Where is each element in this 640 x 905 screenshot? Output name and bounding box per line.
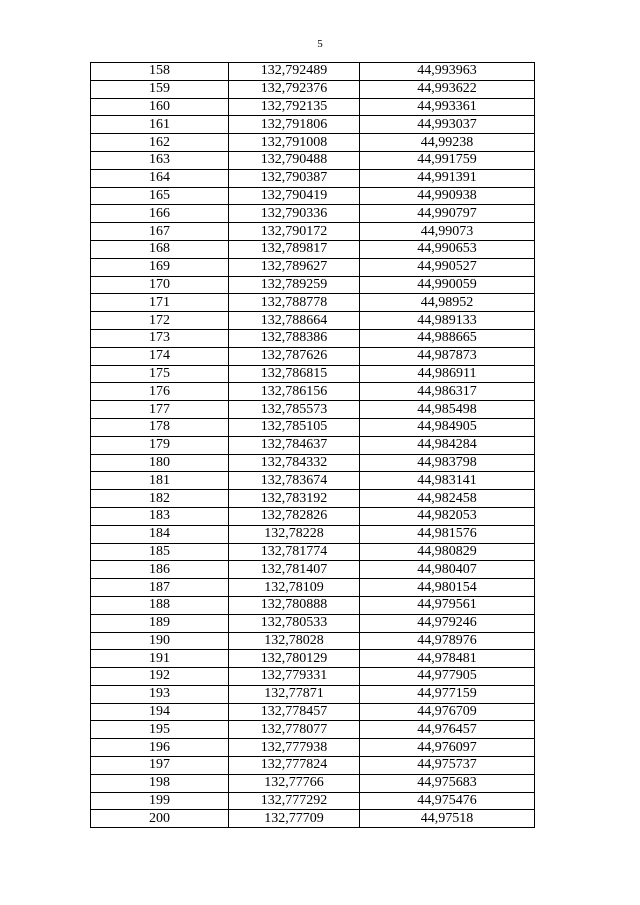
x-coordinate-cell: 132,78109 xyxy=(229,579,360,597)
x-coordinate-cell: 132,790387 xyxy=(229,169,360,187)
x-coordinate-cell: 132,785573 xyxy=(229,401,360,419)
table-row xyxy=(91,810,535,828)
x-coordinate-cell: 132,780533 xyxy=(229,614,360,632)
x-coordinate-cell: 132,792135 xyxy=(229,98,360,116)
point-number-cell: 181 xyxy=(91,472,229,490)
table-row xyxy=(91,596,535,614)
table-row xyxy=(91,294,535,312)
x-coordinate-cell: 132,778077 xyxy=(229,721,360,739)
x-coordinate-cell: 132,786156 xyxy=(229,383,360,401)
table-row xyxy=(91,507,535,525)
y-coordinate-cell: 44,99073 xyxy=(360,223,535,241)
table-row xyxy=(91,205,535,223)
x-coordinate-cell: 132,792376 xyxy=(229,80,360,98)
y-coordinate-cell: 44,976709 xyxy=(360,703,535,721)
point-number-cell: 158 xyxy=(91,63,229,81)
y-coordinate-cell: 44,977159 xyxy=(360,685,535,703)
table-row xyxy=(91,223,535,241)
y-coordinate-cell: 44,986911 xyxy=(360,365,535,383)
point-number-cell: 162 xyxy=(91,134,229,152)
x-coordinate-cell: 132,784637 xyxy=(229,436,360,454)
table-row xyxy=(91,401,535,419)
point-number-cell: 192 xyxy=(91,668,229,686)
table-row xyxy=(91,276,535,294)
table-row xyxy=(91,792,535,810)
x-coordinate-cell: 132,789259 xyxy=(229,276,360,294)
coordinates-table xyxy=(90,62,535,828)
x-coordinate-cell: 132,789627 xyxy=(229,258,360,276)
x-coordinate-cell: 132,788386 xyxy=(229,329,360,347)
x-coordinate-cell: 132,781774 xyxy=(229,543,360,561)
point-number-cell: 175 xyxy=(91,365,229,383)
table-row xyxy=(91,98,535,116)
x-coordinate-cell: 132,791008 xyxy=(229,134,360,152)
y-coordinate-cell: 44,98952 xyxy=(360,294,535,312)
point-number-cell: 198 xyxy=(91,774,229,792)
point-number-cell: 187 xyxy=(91,579,229,597)
y-coordinate-cell: 44,988665 xyxy=(360,329,535,347)
x-coordinate-cell: 132,786815 xyxy=(229,365,360,383)
y-coordinate-cell: 44,978976 xyxy=(360,632,535,650)
y-coordinate-cell: 44,990653 xyxy=(360,240,535,258)
table-row xyxy=(91,650,535,668)
point-number-cell: 190 xyxy=(91,632,229,650)
x-coordinate-cell: 132,787626 xyxy=(229,347,360,365)
y-coordinate-cell: 44,985498 xyxy=(360,401,535,419)
table-row xyxy=(91,579,535,597)
y-coordinate-cell: 44,976457 xyxy=(360,721,535,739)
point-number-cell: 177 xyxy=(91,401,229,419)
y-coordinate-cell: 44,978481 xyxy=(360,650,535,668)
y-coordinate-cell: 44,989133 xyxy=(360,312,535,330)
table-row xyxy=(91,151,535,169)
table-row xyxy=(91,543,535,561)
table-row xyxy=(91,383,535,401)
x-coordinate-cell: 132,790172 xyxy=(229,223,360,241)
y-coordinate-cell: 44,975476 xyxy=(360,792,535,810)
point-number-cell: 168 xyxy=(91,240,229,258)
point-number-cell: 178 xyxy=(91,418,229,436)
x-coordinate-cell: 132,782826 xyxy=(229,507,360,525)
y-coordinate-cell: 44,990527 xyxy=(360,258,535,276)
y-coordinate-cell: 44,993361 xyxy=(360,98,535,116)
y-coordinate-cell: 44,986317 xyxy=(360,383,535,401)
point-number-cell: 169 xyxy=(91,258,229,276)
y-coordinate-cell: 44,982053 xyxy=(360,507,535,525)
x-coordinate-cell: 132,780129 xyxy=(229,650,360,668)
y-coordinate-cell: 44,980829 xyxy=(360,543,535,561)
y-coordinate-cell: 44,975737 xyxy=(360,757,535,775)
table-row xyxy=(91,329,535,347)
point-number-cell: 191 xyxy=(91,650,229,668)
point-number-cell: 194 xyxy=(91,703,229,721)
y-coordinate-cell: 44,990938 xyxy=(360,187,535,205)
table-row xyxy=(91,757,535,775)
x-coordinate-cell: 132,785105 xyxy=(229,418,360,436)
x-coordinate-cell: 132,789817 xyxy=(229,240,360,258)
point-number-cell: 185 xyxy=(91,543,229,561)
table-row xyxy=(91,365,535,383)
point-number-cell: 167 xyxy=(91,223,229,241)
table-row xyxy=(91,561,535,579)
x-coordinate-cell: 132,780888 xyxy=(229,596,360,614)
point-number-cell: 200 xyxy=(91,810,229,828)
x-coordinate-cell: 132,781407 xyxy=(229,561,360,579)
x-coordinate-cell: 132,77766 xyxy=(229,774,360,792)
page-number: 5 xyxy=(317,38,323,50)
x-coordinate-cell: 132,783192 xyxy=(229,490,360,508)
table-row xyxy=(91,632,535,650)
y-coordinate-cell: 44,990797 xyxy=(360,205,535,223)
x-coordinate-cell: 132,77709 xyxy=(229,810,360,828)
y-coordinate-cell: 44,993963 xyxy=(360,63,535,81)
y-coordinate-cell: 44,981576 xyxy=(360,525,535,543)
table-row xyxy=(91,169,535,187)
x-coordinate-cell: 132,792489 xyxy=(229,63,360,81)
table-row xyxy=(91,490,535,508)
point-number-cell: 174 xyxy=(91,347,229,365)
y-coordinate-cell: 44,980407 xyxy=(360,561,535,579)
x-coordinate-cell: 132,78028 xyxy=(229,632,360,650)
table-row xyxy=(91,721,535,739)
x-coordinate-cell: 132,78228 xyxy=(229,525,360,543)
x-coordinate-cell: 132,788778 xyxy=(229,294,360,312)
point-number-cell: 163 xyxy=(91,151,229,169)
table-row xyxy=(91,240,535,258)
y-coordinate-cell: 44,975683 xyxy=(360,774,535,792)
table-row xyxy=(91,703,535,721)
y-coordinate-cell: 44,987873 xyxy=(360,347,535,365)
table-row xyxy=(91,685,535,703)
point-number-cell: 184 xyxy=(91,525,229,543)
point-number-cell: 179 xyxy=(91,436,229,454)
table-row xyxy=(91,454,535,472)
y-coordinate-cell: 44,990059 xyxy=(360,276,535,294)
table-row xyxy=(91,116,535,134)
point-number-cell: 172 xyxy=(91,312,229,330)
point-number-cell: 180 xyxy=(91,454,229,472)
point-number-cell: 173 xyxy=(91,329,229,347)
point-number-cell: 170 xyxy=(91,276,229,294)
point-number-cell: 195 xyxy=(91,721,229,739)
y-coordinate-cell: 44,993037 xyxy=(360,116,535,134)
y-coordinate-cell: 44,980154 xyxy=(360,579,535,597)
y-coordinate-cell: 44,979561 xyxy=(360,596,535,614)
point-number-cell: 160 xyxy=(91,98,229,116)
x-coordinate-cell: 132,783674 xyxy=(229,472,360,490)
x-coordinate-cell: 132,784332 xyxy=(229,454,360,472)
point-number-cell: 196 xyxy=(91,739,229,757)
table-row xyxy=(91,63,535,81)
point-number-cell: 199 xyxy=(91,792,229,810)
y-coordinate-cell: 44,983141 xyxy=(360,472,535,490)
y-coordinate-cell: 44,993622 xyxy=(360,80,535,98)
point-number-cell: 171 xyxy=(91,294,229,312)
x-coordinate-cell: 132,790336 xyxy=(229,205,360,223)
table-row xyxy=(91,258,535,276)
table-row xyxy=(91,134,535,152)
y-coordinate-cell: 44,983798 xyxy=(360,454,535,472)
point-number-cell: 188 xyxy=(91,596,229,614)
x-coordinate-cell: 132,778457 xyxy=(229,703,360,721)
y-coordinate-cell: 44,991759 xyxy=(360,151,535,169)
point-number-cell: 197 xyxy=(91,757,229,775)
table-row xyxy=(91,187,535,205)
table-row xyxy=(91,80,535,98)
point-number-cell: 166 xyxy=(91,205,229,223)
x-coordinate-cell: 132,790419 xyxy=(229,187,360,205)
y-coordinate-cell: 44,979246 xyxy=(360,614,535,632)
y-coordinate-cell: 44,991391 xyxy=(360,169,535,187)
x-coordinate-cell: 132,777824 xyxy=(229,757,360,775)
point-number-cell: 183 xyxy=(91,507,229,525)
x-coordinate-cell: 132,791806 xyxy=(229,116,360,134)
point-number-cell: 189 xyxy=(91,614,229,632)
table-row xyxy=(91,472,535,490)
table-row xyxy=(91,525,535,543)
point-number-cell: 159 xyxy=(91,80,229,98)
table-row xyxy=(91,418,535,436)
table-row xyxy=(91,774,535,792)
y-coordinate-cell: 44,984905 xyxy=(360,418,535,436)
coordinates-table-body xyxy=(91,63,535,828)
table-row xyxy=(91,668,535,686)
x-coordinate-cell: 132,777292 xyxy=(229,792,360,810)
table-row xyxy=(91,614,535,632)
y-coordinate-cell: 44,99238 xyxy=(360,134,535,152)
y-coordinate-cell: 44,984284 xyxy=(360,436,535,454)
x-coordinate-cell: 132,777938 xyxy=(229,739,360,757)
point-number-cell: 186 xyxy=(91,561,229,579)
point-number-cell: 176 xyxy=(91,383,229,401)
table-row xyxy=(91,347,535,365)
table-row xyxy=(91,312,535,330)
y-coordinate-cell: 44,977905 xyxy=(360,668,535,686)
x-coordinate-cell: 132,790488 xyxy=(229,151,360,169)
y-coordinate-cell: 44,976097 xyxy=(360,739,535,757)
point-number-cell: 161 xyxy=(91,116,229,134)
point-number-cell: 165 xyxy=(91,187,229,205)
x-coordinate-cell: 132,779331 xyxy=(229,668,360,686)
x-coordinate-cell: 132,77871 xyxy=(229,685,360,703)
table-row xyxy=(91,739,535,757)
point-number-cell: 164 xyxy=(91,169,229,187)
point-number-cell: 182 xyxy=(91,490,229,508)
y-coordinate-cell: 44,97518 xyxy=(360,810,535,828)
table-row xyxy=(91,436,535,454)
x-coordinate-cell: 132,788664 xyxy=(229,312,360,330)
point-number-cell: 193 xyxy=(91,685,229,703)
y-coordinate-cell: 44,982458 xyxy=(360,490,535,508)
